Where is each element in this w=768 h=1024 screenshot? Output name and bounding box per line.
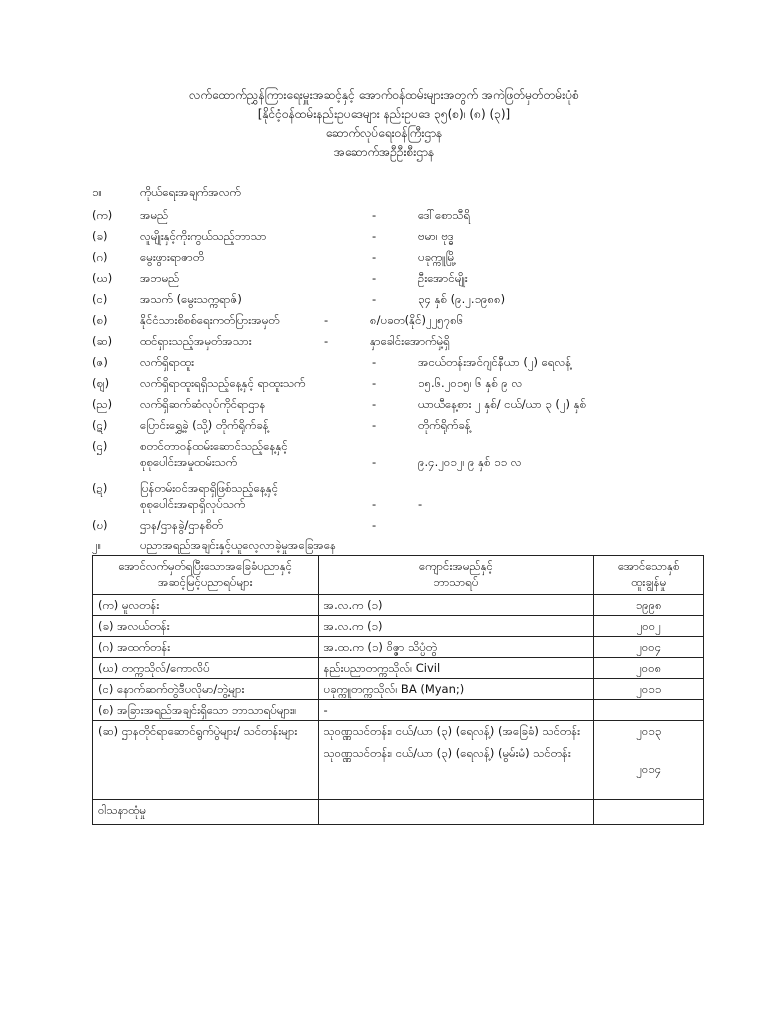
field-label: ထင်ရှားသည့်အမှတ်အသား xyxy=(140,334,252,348)
training-refresher-year: ၂၀၁၄ xyxy=(636,762,662,776)
table-row xyxy=(93,800,704,825)
department-name: အဆောက်အဦဦးစီးဌာန xyxy=(333,145,435,159)
header-school xyxy=(318,556,594,595)
field-separator: - xyxy=(372,292,377,306)
cell-level: (ဃ) တက္ကသိုလ်/ကောလိပ် xyxy=(93,658,319,679)
cell-year: ၂၀၀၂ xyxy=(594,616,704,637)
field-label: စုစုပေါင်းအရာရှိလုပ်သက် xyxy=(140,497,246,511)
training-basic-year: ၂၀၁၃ xyxy=(636,724,662,738)
field-value: ၉.၄.၂၀၁၂၊ ၉ နှစ် ၁၁ လ xyxy=(418,455,522,469)
cell-school: - xyxy=(318,700,594,721)
form-rule-reference: [နိုင်ငံ့ဝန်ထမ်းနည်းဥပဒေများ နည်းဥပဒေ ၃၅(စ)၊ (၈) (၃)] xyxy=(257,107,511,121)
field-label: ပြန်တမ်းဝင်အရာရှိဖြစ်သည့်နေ့နှင့် xyxy=(140,481,279,495)
cell-school xyxy=(318,721,594,800)
section2-title: ပညာအရည်အချင်းနှင့်ယူလေ့လာခဲ့မှုအခြေအနေ xyxy=(140,538,337,552)
field-number: (ဌ) xyxy=(92,439,108,453)
field-label: အဘမည် xyxy=(140,271,180,285)
field-label: လက်ရှိရာထူး xyxy=(140,355,195,369)
header-year-line2: ထူးချွန်မှု xyxy=(631,575,667,589)
field-number: (ဇ) xyxy=(92,355,108,369)
field-number: (ဂ) xyxy=(92,250,108,264)
section1-title: ကိုယ်ရေးအချက်အလက် xyxy=(140,185,241,199)
field-separator: - xyxy=(372,250,377,264)
table-row xyxy=(93,658,704,679)
field-separator: - xyxy=(372,397,377,411)
field-separator: - xyxy=(372,229,377,243)
cell-school: အ.လ.က (၁) xyxy=(318,595,594,616)
header-qualification-line2: အဆင့်မြင့်ပညာရပ်များ xyxy=(157,575,253,589)
table-row xyxy=(93,637,704,658)
cell-year xyxy=(594,700,704,721)
field-separator: - xyxy=(372,455,377,469)
cell-year xyxy=(594,800,704,825)
cell-year: ၁၉၉၈ xyxy=(594,595,704,616)
education-table xyxy=(92,555,704,825)
cell-level: (စ) အခြားအရည်အချင်းရှိသော ဘာသာရပ်များ။ xyxy=(93,700,319,721)
field-label: မွေးဖွားရာဇာတိ xyxy=(140,250,205,264)
field-value: နှာခေါင်းအောက်မှဲ့ရှိ xyxy=(370,334,450,348)
field-separator: - xyxy=(372,518,377,532)
field-label: လက်ရှိဆက်ဆံလုပ်ကိုင်ရာဌာန xyxy=(140,397,266,411)
table-row xyxy=(93,700,704,721)
field-label: ဌာန/ဌာနခွဲ/ဌာနစိတ် xyxy=(140,518,224,532)
field-value: - xyxy=(418,497,423,511)
field-value: ဦးအောင်မျိုး xyxy=(418,271,468,285)
field-separator: - xyxy=(372,208,377,222)
field-label: စုစုပေါင်းအမှုထမ်းသက် xyxy=(140,455,238,469)
cell-year xyxy=(594,721,704,800)
field-label: အသက် (မွေးသက္ကရာဇ်) xyxy=(140,292,242,306)
field-separator: - xyxy=(372,376,377,390)
field-value: ဒေါ်စောသီရိ xyxy=(418,208,471,222)
field-separator: - xyxy=(324,334,329,348)
education-table-header xyxy=(93,556,704,595)
header-year xyxy=(594,556,704,595)
cell-level: (က) မူလတန်း xyxy=(93,595,319,616)
field-separator: - xyxy=(324,313,329,327)
cell-level: (ဂ) အထက်တန်း xyxy=(93,637,319,658)
cell-school: အ.ထ.က (၁) ဝိဇ္ဇာ သိပ္ပံတွဲ xyxy=(318,637,594,658)
ministry-name: ဆောက်လုပ်ရေးဝန်ကြီးဌာန xyxy=(325,126,443,140)
field-label: အမည် xyxy=(140,208,169,222)
field-number: (ည) xyxy=(92,397,113,411)
field-label: လက်ရှိရာထူးရရှိသည့်နေ့နှင့် ရာထူးသက် xyxy=(140,376,306,390)
field-value: ၈/ပခတ(နိုင်)၂၂၅၇၈၆ xyxy=(370,313,464,327)
section1-number: ၁။ xyxy=(92,185,102,199)
cell-year: ၂၀၀၈ xyxy=(594,658,704,679)
cell-school xyxy=(318,800,594,825)
field-separator: - xyxy=(372,418,377,432)
cell-level: (ခ) အလယ်တန်း xyxy=(93,616,319,637)
field-value: ၃၄ နှစ် (၉.၂.၁၉၈၈) xyxy=(418,292,506,306)
field-value: ပခုက္ကူမြို့ xyxy=(418,250,456,264)
header-school-line1: ကျောင်းအမည်နှင့် xyxy=(419,559,493,573)
field-number: (က) xyxy=(92,208,113,222)
training-refresher: သုဝဏ္ဏသင်တန်း၊ ငယ်/ယာ (၃) (ရေလန့်) (မွမ်းမံ) သင်တန်း xyxy=(323,746,571,760)
cell-level xyxy=(93,721,319,800)
table-row-training xyxy=(93,721,704,800)
cell-level-text: (ဆ) ဌာနတိုင်ရာဆောင်ရွက်ပွဲများ/ သင်တန်းများ xyxy=(98,724,298,738)
field-number: (ဋ) xyxy=(92,418,108,432)
header-qualification-line1: အောင်လက်မှတ်ရပြီးသောအခြေခံပညာနှင့် xyxy=(118,559,293,573)
field-label: ပြောင်းရွှေ့ခဲ့ (သို့) တိုက်ရိုက်ခန့် xyxy=(140,418,269,432)
field-number: (စ) xyxy=(92,313,108,327)
table-row xyxy=(93,595,704,616)
cell-school: အ.လ.က (၁) xyxy=(318,616,594,637)
field-separator: - xyxy=(372,497,377,511)
field-number: (ဃ) xyxy=(92,271,113,285)
cell-level: ဝါသနာထုံမှု xyxy=(93,800,319,825)
cell-level: (င) နောက်ဆက်တွဲဒီပလိုမာ/ဘွဲ့များ xyxy=(93,679,319,700)
header-year-line1: အောင်သောနှစ် xyxy=(617,559,680,573)
field-label: လူမျိုးနှင့်ကိုးကွယ်သည့်ဘာသာ xyxy=(140,229,267,243)
field-number: (ဍ) xyxy=(92,481,108,495)
field-number: (င) xyxy=(92,292,108,306)
form-title: လက်ထောက်ညွှန်ကြားရေးမှူးအဆင့်နှင့် အောက်ဝန်ထမ်းများအတွက် အကဲဖြတ်မှတ်တမ်းပုံစံ xyxy=(189,88,579,102)
cell-school: ပခုက္ကူတက္ကသိုလ်၊ BA (Myan;) xyxy=(318,679,594,700)
field-value: ယာယီနေ့စား ၂ နှစ်/ ငယ်/ယာ ၃ (၂) နှစ် xyxy=(418,397,587,411)
header-school-line2: ဘာသာရပ် xyxy=(433,575,479,589)
field-value: ဗမာ၊ ဗုဒ္ဓ xyxy=(418,229,454,243)
cell-year: ၂၀၁၁ xyxy=(594,679,704,700)
table-row xyxy=(93,616,704,637)
training-basic: သုဝဏ္ဏသင်တန်း၊ ငယ်/ယာ (၃) (ရေလန့်) (အခြေခံ) သင်တန်း xyxy=(323,724,581,738)
cell-year: ၂၀၀၄ xyxy=(594,637,704,658)
table-row xyxy=(93,679,704,700)
field-value: ၁၅.၆.၂၀၁၅၊ ၆ နှစ် ၉ လ xyxy=(418,376,523,390)
field-number: (ဎ) xyxy=(92,518,108,532)
field-separator: - xyxy=(372,271,377,285)
field-label: နိုင်ငံသားစိစစ်ရေးကတ်ပြားအမှတ် xyxy=(140,313,280,327)
field-number: (ဆ) xyxy=(92,334,113,348)
header-qualification xyxy=(93,556,319,595)
cell-school: နည်းပညာတက္ကသိုလ်၊ Civil xyxy=(318,658,594,679)
field-label: စတင်တာဝန်ထမ်းဆောင်သည့်နေ့နှင့် xyxy=(140,439,288,453)
field-number: (ခ) xyxy=(92,229,108,243)
field-value: တိုက်ရိုက်ခန့် xyxy=(418,418,471,432)
field-value: အငယ်တန်းအင်ဂျင်နီယာ (၂) ရေလန့် xyxy=(418,355,572,369)
section2-number: ၂။ xyxy=(92,538,102,552)
field-separator: - xyxy=(372,355,377,369)
field-number: (ဈ) xyxy=(92,376,110,390)
